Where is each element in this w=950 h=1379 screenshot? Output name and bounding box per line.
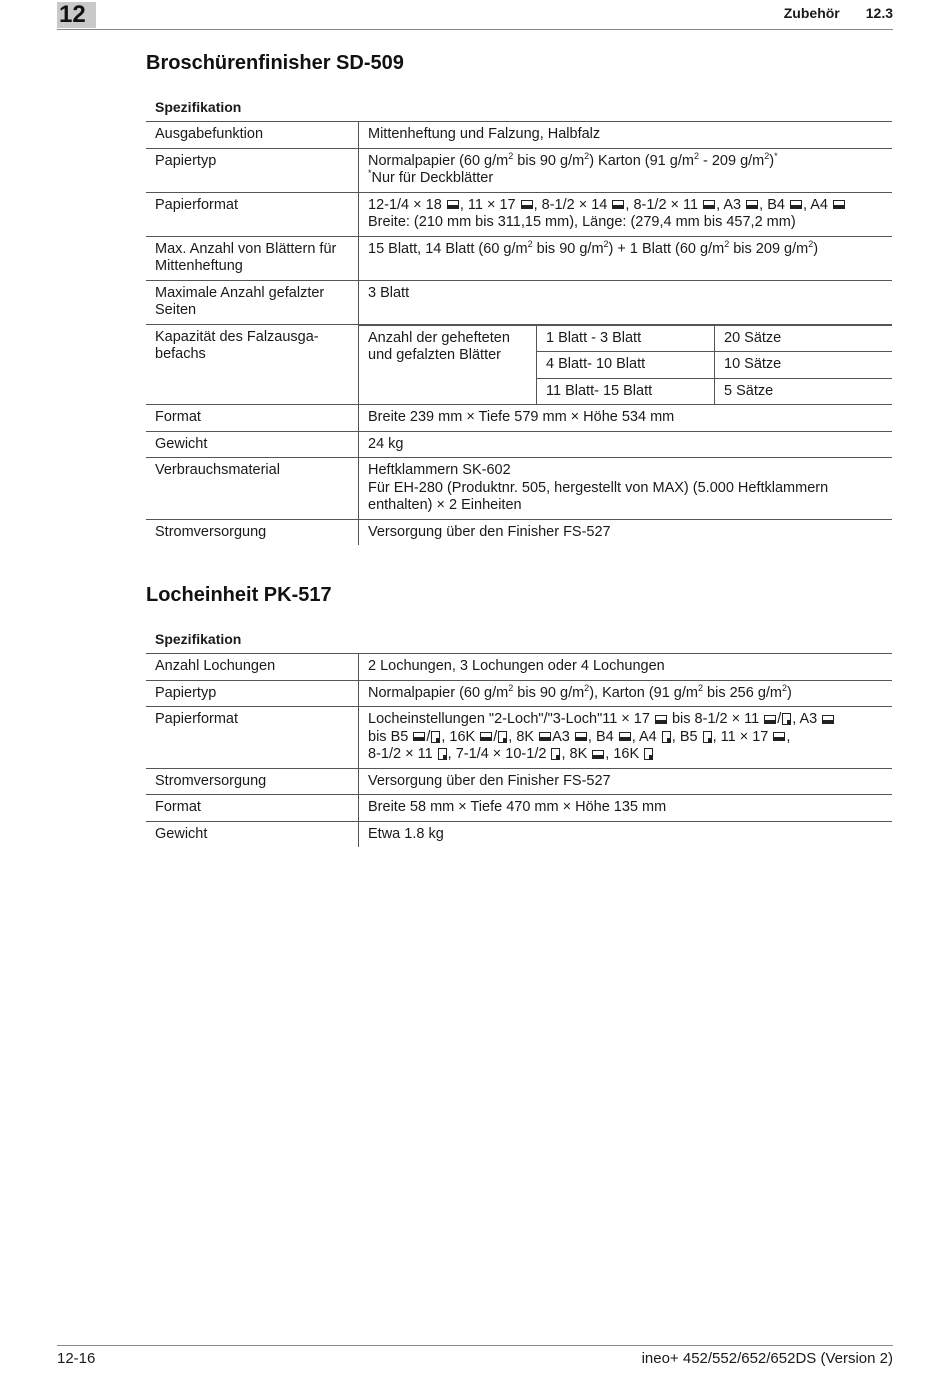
capacity-subheading: Anzahl der gehefteten und gefalzten Blätter	[359, 325, 537, 404]
text: /	[493, 728, 498, 745]
footnote: Nur für Deckblätter	[371, 170, 494, 186]
text: /	[777, 711, 782, 727]
table-row	[146, 405, 892, 432]
product-name: ineo+ 452/552/652/652DS (Version 2)	[641, 1350, 893, 1367]
table-row	[146, 192, 892, 236]
row-value: Breite 58 mm × Tiefe 470 mm × Höhe 135 mm	[359, 795, 893, 822]
table-row	[146, 236, 892, 280]
pk517-spec-table	[146, 653, 892, 847]
running-header	[784, 5, 893, 21]
capacity-range: 1 Blatt - 3 Blatt	[537, 325, 715, 352]
row-value	[359, 192, 893, 236]
text: , 8-1/2 × 11	[625, 196, 699, 213]
chapter-number: 12	[57, 2, 96, 28]
table-row	[146, 821, 892, 847]
table-row	[146, 458, 892, 520]
row-key: Maximale Anzahl gefalzter Seiten	[146, 280, 359, 324]
text: ) Karton (91 g/m	[589, 152, 694, 169]
row-value: 2 Lochungen, 3 Lochungen oder 4 Lochungen	[359, 654, 893, 681]
landscape-paper-icon	[539, 732, 551, 741]
table-row	[146, 707, 892, 769]
text: , A4	[802, 196, 828, 213]
row-key: Max. Anzahl von Blättern für Mittenheftung	[146, 236, 359, 280]
capacity-range: 4 Blatt- 10 Blatt	[537, 352, 715, 379]
row-value: Etwa 1.8 kg	[359, 821, 893, 847]
text: bis 209 g/m	[729, 240, 809, 257]
text: bis 90 g/m	[513, 152, 585, 169]
row-key: Format	[146, 405, 359, 432]
row-value: Normalpapier (60 $g/m^2$ bis 90 $g/m^2$), Karton (91 $g/m^2$ bis 256 $g/m^2$)	[359, 680, 893, 707]
text: )	[787, 684, 792, 701]
text: , 8-1/2 × 14	[533, 196, 608, 213]
text: , A3	[716, 196, 742, 213]
text: , 11 × 17	[712, 728, 769, 745]
capacity-range: 11 Blatt- 15 Blatt	[537, 378, 715, 404]
text: Locheinstellungen "2-Loch"/"3-Loch"11 × 17	[368, 711, 650, 727]
landscape-paper-icon	[764, 715, 776, 724]
text: bis 8-1/2 × 11	[667, 711, 760, 727]
text: 15 Blatt, 14 Blatt (60 g/m	[368, 240, 528, 257]
text: )	[813, 240, 819, 257]
landscape-paper-icon	[833, 200, 845, 209]
row-key: Stromversorgung	[146, 768, 359, 795]
portrait-paper-icon	[703, 731, 712, 743]
row-key: Papiertyp	[146, 680, 359, 707]
row-key: Ausgabefunktion	[146, 122, 359, 149]
row-value: Normalpapier (60 $g/m^2$ bis 90 $g/m^2$) Karton (91 $g/m^2 - 209$ $g/m^2)^*$ *Nur für Deckblätter	[359, 148, 893, 192]
text: , A4	[631, 728, 657, 745]
row-key: Papierformat	[146, 192, 359, 236]
row-key: Format	[146, 795, 359, 822]
landscape-paper-icon	[480, 732, 492, 741]
section-title: Zubehör	[783, 5, 840, 21]
table-row	[146, 654, 892, 681]
text: , 7-1/4 × 10-1/2	[447, 746, 547, 762]
row-key: Kapazität des Falzausga-befachs	[146, 324, 359, 405]
row-value: Breite 239 mm × Tiefe 579 mm × Höhe 534 mm	[359, 405, 893, 432]
text: Für EH-280 (Produktnr. 505, hergestellt von MAX) (5.000 Heftklammern enthalten) × 2 Einheiten	[368, 479, 829, 513]
capacity-sets: 10 Sätze	[715, 352, 893, 379]
text: Normalpapier (60 g/m	[368, 684, 509, 701]
landscape-paper-icon	[592, 750, 604, 759]
landscape-paper-icon	[413, 732, 425, 741]
table-row	[146, 148, 892, 192]
capacity-sets: 20 Sätze	[715, 325, 893, 352]
landscape-paper-icon	[746, 200, 758, 209]
row-key: Anzahl Lochungen	[146, 654, 359, 681]
portrait-paper-icon	[498, 731, 507, 743]
text: bis 256 g/m	[703, 684, 782, 701]
table-row	[146, 680, 892, 707]
row-key: Verbrauchsmaterial	[146, 458, 359, 520]
portrait-paper-icon	[644, 748, 653, 760]
landscape-paper-icon	[703, 200, 715, 209]
capacity-sets: 5 Sätze	[715, 378, 893, 404]
text: )	[769, 152, 775, 169]
row-value: 15 Blatt, 14 Blatt (60 $g/m^2$ bis 90 $g/m^2) + 1$ Blatt (60 $g/m^2$ bis 209 $g/m^2$)	[359, 236, 893, 280]
row-value	[359, 707, 893, 769]
table-row	[146, 795, 892, 822]
section-number: 12.3	[865, 5, 893, 21]
text: - 209 g/m	[698, 152, 765, 169]
header-rule	[57, 29, 893, 30]
capacity-subtable	[359, 325, 892, 405]
page-number: 12-16	[57, 1350, 96, 1367]
text: , B4	[759, 196, 785, 213]
landscape-paper-icon	[790, 200, 802, 209]
text: Breite: (210 mm bis 311,15 mm), Länge: (279,4 mm bis 457,2 mm)	[368, 214, 796, 230]
text: bis 90 g/m	[513, 684, 585, 701]
text: , B4	[587, 728, 614, 745]
sd509-title: Broschürenfinisher SD-509	[146, 52, 404, 74]
text: ) + 1 Blatt (60 g/m	[608, 240, 725, 257]
text: , 16K	[441, 728, 476, 745]
footer-rule	[57, 1345, 893, 1346]
row-key: Papiertyp	[146, 148, 359, 192]
text: /	[426, 728, 431, 745]
sd509-spec-label: Spezifikation	[155, 99, 242, 115]
row-value: 3 Blatt	[359, 280, 893, 324]
row-key: Gewicht	[146, 821, 359, 847]
row-value: Versorgung über den Finisher FS-527	[359, 768, 893, 795]
landscape-paper-icon	[773, 732, 785, 741]
text: Heftklammern SK-602	[368, 462, 511, 478]
row-key: Stromversorgung	[146, 519, 359, 545]
pk517-spec-label: Spezifikation	[155, 631, 242, 647]
portrait-paper-icon	[438, 748, 447, 760]
text: bis B5	[368, 728, 409, 745]
pk517-title: Locheinheit PK-517	[146, 584, 332, 606]
sd509-spec-table	[146, 121, 892, 545]
landscape-paper-icon	[655, 715, 667, 724]
row-key: Gewicht	[146, 431, 359, 458]
table-row	[146, 519, 892, 545]
text: Normalpapier (60 g/m	[368, 152, 509, 169]
text: , 8K	[508, 728, 535, 745]
row-value: 24 kg	[359, 431, 893, 458]
text: 12-1/4 × 18	[368, 196, 442, 213]
row-value	[359, 458, 893, 520]
landscape-paper-icon	[521, 200, 533, 209]
table-row	[146, 280, 892, 324]
text: , 8K	[561, 746, 588, 762]
text: ), Karton (91 g/m	[589, 684, 698, 701]
portrait-paper-icon	[431, 731, 440, 743]
text: , 16K	[605, 746, 640, 762]
landscape-paper-icon	[612, 200, 624, 209]
landscape-paper-icon	[822, 715, 834, 724]
portrait-paper-icon	[551, 748, 560, 760]
text: , B5	[671, 728, 698, 745]
text: 8-1/2 × 11	[368, 746, 433, 762]
row-value: Mittenheftung und Falzung, Halbfalz	[359, 122, 893, 149]
row-value: Versorgung über den Finisher FS-527	[359, 519, 893, 545]
text: , 11 × 17	[459, 196, 516, 213]
text: , A3	[792, 711, 818, 727]
portrait-paper-icon	[662, 731, 671, 743]
landscape-paper-icon	[447, 200, 459, 209]
landscape-paper-icon	[575, 732, 587, 741]
text: A3	[552, 728, 570, 745]
table-row	[146, 431, 892, 458]
row-value	[359, 324, 893, 405]
table-row	[146, 122, 892, 149]
text: ,	[786, 728, 791, 745]
landscape-paper-icon	[619, 732, 631, 741]
text: bis 90 g/m	[532, 240, 604, 257]
table-row	[146, 324, 892, 405]
portrait-paper-icon	[782, 713, 791, 725]
row-key: Papierformat	[146, 707, 359, 769]
table-row	[146, 768, 892, 795]
